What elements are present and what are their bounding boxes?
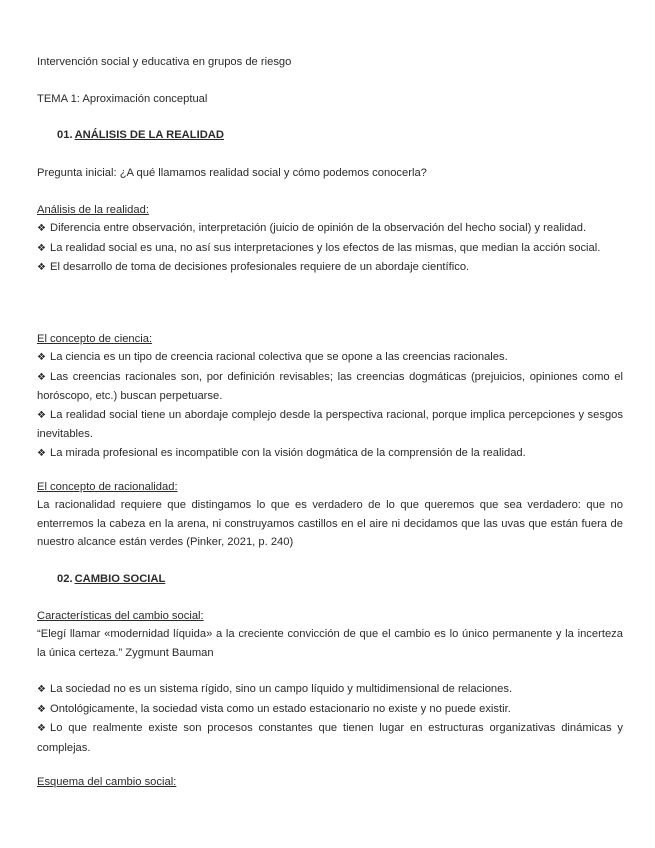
rationality-paragraph: La racionalidad requiere que distingamos lo que es verdadero de lo que queremos que sea verdadero: que no enterremos la cabeza en la arena, ni construyamos castillos en el aire ni decidamos que las uvas que están fuera de nuestro alcance están verdes (Pinker, 2021, p. 240) <box>37 499 623 549</box>
bullet-list-social-change <box>37 680 623 757</box>
diamond-bullet-icon: ❖ <box>37 262 46 274</box>
diamond-bullet-icon: ❖ <box>37 409 46 421</box>
section-number: 01. <box>57 129 73 141</box>
initial-question: Pregunta inicial: ¿A qué llamamos realidad social y cómo podemos conocerla? <box>37 167 427 179</box>
subheading-analysis: Análisis de la realidad: <box>37 204 149 216</box>
section-heading-2 <box>57 570 617 589</box>
diamond-bullet-icon: ❖ <box>37 684 46 695</box>
subheading-scheme: Esquema del cambio social: <box>37 776 177 788</box>
list-item: ❖ Lo que realmente existe son procesos constantes que tienen lugar en estructuras organizativas dinámicas y complejas. <box>37 722 623 754</box>
section-number: 02. <box>57 573 73 585</box>
list-item: ❖ La ciencia es un tipo de creencia racional colectiva que se opone a las creencias racionales. <box>37 348 623 368</box>
list-item: ❖ La realidad social es una, no así sus interpretaciones y los efectos de las mismas, que median la acción social. <box>37 239 623 259</box>
list-item: ❖ Las creencias racionales son, por definición revisables; las creencias dogmáticas (prejuicios, opiniones como el horóscopo, etc.) buscan perpetuarse. <box>37 370 623 403</box>
diamond-bullet-icon: ❖ <box>37 703 46 715</box>
list-item: ❖ Diferencia entre observación, interpretación (juicio de opinión de la observación del hecho social) y realidad. <box>37 219 623 239</box>
course-title: Intervención social y educativa en grupos de riesgo <box>37 56 292 68</box>
section-heading-1 <box>57 126 617 145</box>
section-title: CAMBIO SOCIAL <box>74 573 166 585</box>
diamond-bullet-icon: ❖ <box>37 447 46 459</box>
list-item: ❖ Ontológicamente, la sociedad vista como un estado estacionario no existe y no puede existir. <box>37 700 623 720</box>
bullet-list-analysis <box>37 219 623 278</box>
list-item: ❖ La sociedad no es un sistema rígido, sino un campo líquido y multidimensional de relaciones. <box>37 680 623 700</box>
subheading-rationality: El concepto de racionalidad: <box>37 481 178 493</box>
list-item: ❖ La mirada profesional es incompatible con la visión dogmática de la comprensión de la realidad. <box>37 444 623 464</box>
diamond-bullet-icon: ❖ <box>37 371 46 383</box>
topic-title: TEMA 1: Aproximación conceptual <box>37 93 208 105</box>
subheading-science: El concepto de ciencia: <box>37 333 153 345</box>
bauman-quote: “Elegí llamar «modernidad líquida» a la creciente convicción de que el cambio es lo único permanente y la incerteza la única certeza.” Zygmunt Bauman <box>37 628 623 659</box>
diamond-bullet-icon: ❖ <box>37 723 46 735</box>
list-item: ❖ La realidad social tiene un abordaje complejo desde la perspectiva racional, porque implica percepciones y sesgos inevitables. <box>37 408 623 441</box>
bullet-list-science <box>37 348 623 464</box>
list-item: ❖ El desarrollo de toma de decisiones profesionales requiere de un abordaje científico. <box>37 258 623 278</box>
diamond-bullet-icon: ❖ <box>37 352 46 363</box>
diamond-bullet-icon: ❖ <box>37 223 46 234</box>
diamond-bullet-icon: ❖ <box>37 242 46 254</box>
subheading-characteristics: Características del cambio social: <box>37 610 204 622</box>
section-title: ANÁLISIS DE LA REALIDAD <box>74 129 224 141</box>
